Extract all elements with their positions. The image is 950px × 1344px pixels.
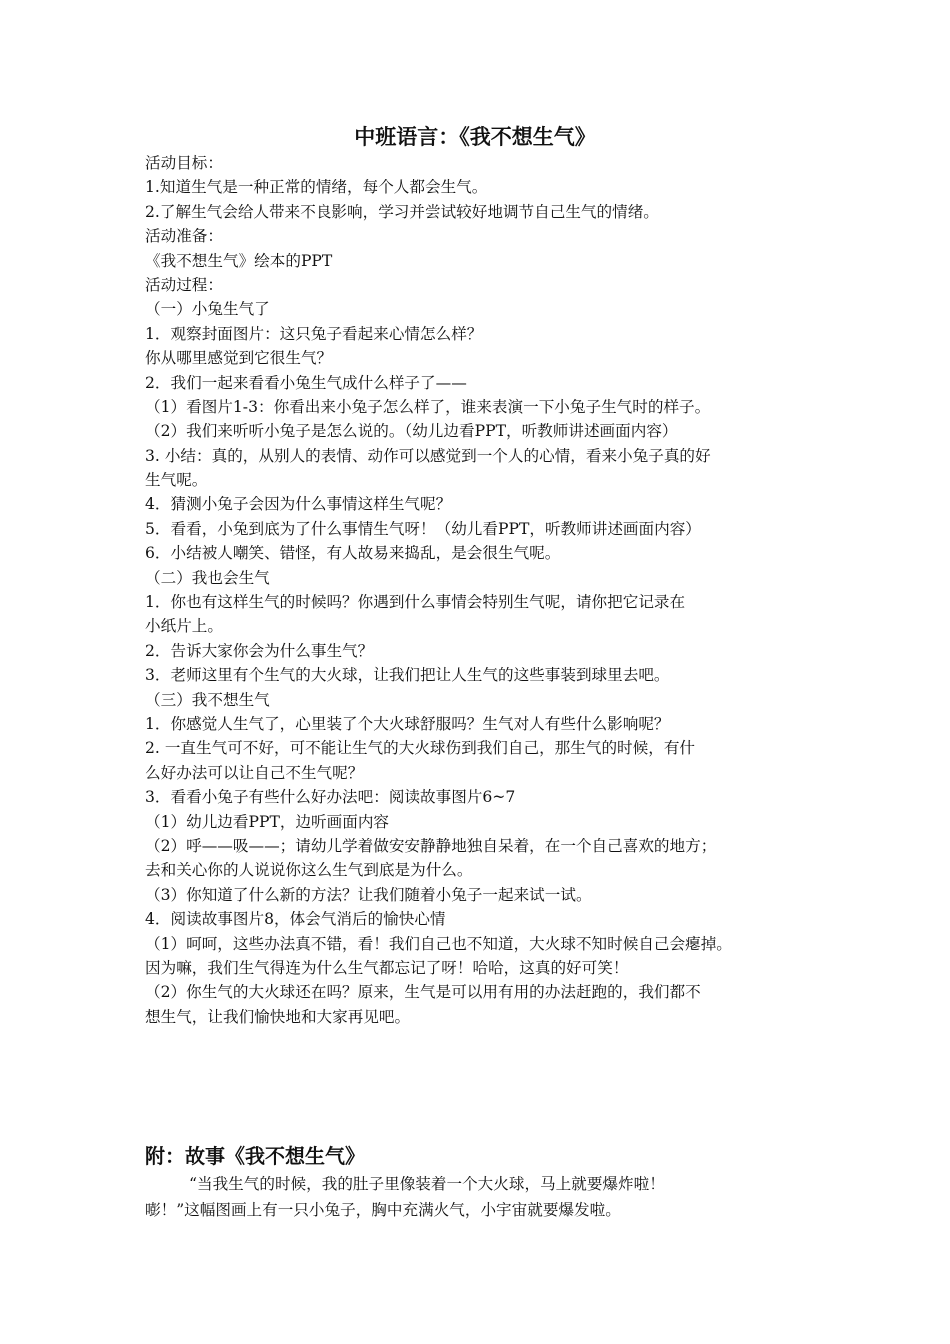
text-line: 5．看看，小兔到底为了什么事情生气呀！（幼儿看PPT，听教师讲述画面内容） <box>145 519 701 538</box>
preparation-item: 《我不想生气》绘本的PPT <box>145 251 333 270</box>
goal-2: 2.了解生气会给人带来不良影响，学习并尝试较好地调节自己生气的情绪。 <box>145 202 659 221</box>
appendix-section <box>145 1141 825 1223</box>
text-line: 3．老师这里有个生气的大火球，让我们把让人生气的这些事装到球里去吧。 <box>145 666 670 685</box>
section-heading-goals: 活动目标： <box>145 154 223 172</box>
text-line: （3）你知道了什么新的方法？让我们随着小兔子一起来试一试。 <box>145 885 592 904</box>
text-line: 去和关心你的人说说你这么生气到底是为什么。 <box>145 861 473 880</box>
text-line: 1．你也有这样生气的时候吗？你遇到什么事情会特别生气呢，请你把它记录在 <box>145 593 686 612</box>
text-line: （2）呼——吸——；请幼儿学着做安安静静地独自呆着，在一个自己喜欢的地方； <box>145 836 717 855</box>
text-line: 2．告诉大家你会为什么事生气？ <box>145 641 374 660</box>
story-line: 嘭！”这幅图画上有一只小兔子，胸中充满火气，小宇宙就要爆发啦。 <box>145 1201 621 1219</box>
text-line: 1．你感觉人生气了，心里装了个大火球舒服吗？生气对人有些什么影响呢？ <box>145 714 670 733</box>
part-three-heading: （三）我不想生气 <box>145 690 270 709</box>
part-one-heading: （一）小兔生气了 <box>145 300 270 319</box>
text-line: 小纸片上。 <box>145 617 223 636</box>
text-line: 生气呢。 <box>145 471 208 490</box>
text-line: 1．观察封面图片：这只兔子看起来心情怎么样？ <box>145 324 483 343</box>
text-line: 因为嘛，我们生气得连为什么生气都忘记了呀！哈哈，这真的好可笑！ <box>145 958 629 977</box>
story-text <box>145 1171 825 1223</box>
section-heading-process: 活动过程： <box>145 275 223 294</box>
text-line: 2. 一直生气可不好，可不能让生气的大火球伤到我们自己，那生气的时候，有什 <box>145 739 696 758</box>
goal-1: 1.知道生气是一种正常的情绪，每个人都会生气。 <box>145 178 488 197</box>
text-line: （1）看图片1-3：你看出来小兔子怎么样了，谁来表演一下小兔子生气时的样子。 <box>145 397 711 416</box>
story-line: “当我生气的时候，我的肚子里像装着一个大火球，马上就要爆炸啦！ <box>189 1175 665 1193</box>
text-line: 想生气，让我们愉快地和大家再见吧。 <box>145 1007 411 1026</box>
text-line: 么好办法可以让自己不生气呢？ <box>145 763 364 782</box>
text-line: 3. 小结：真的，从别人的表情、动作可以感觉到一个人的心情，看来小兔子真的好 <box>145 446 711 465</box>
text-line: （2）我们来听听小兔子是怎么说的。（幼儿边看PPT，听教师讲述画面内容） <box>145 422 678 441</box>
document-title: 中班语言：《我不想生气》 <box>354 124 596 149</box>
section-heading-preparation: 活动准备： <box>145 227 223 246</box>
appendix-title: 附：故事《我不想生气》 <box>145 1144 365 1168</box>
text-line: 3．看看小兔子有些什么好办法吧：阅读故事图片6~7 <box>145 788 516 807</box>
text-line: 4．阅读故事图片8，体会气消后的愉快心情 <box>145 910 446 929</box>
text-line: （2）你生气的大火球还在吗？原来，生气是可以用有用的办法赶跑的，我们都不 <box>145 983 701 1002</box>
part-two-heading: （二）我也会生气 <box>145 568 270 587</box>
text-line: 4．猜测小兔子会因为什么事情这样生气呢？ <box>145 495 452 514</box>
lesson-body <box>145 151 825 1029</box>
text-line: 你从哪里感觉到它很生气？ <box>145 349 333 368</box>
text-line: 6．小结被人嘲笑、错怪，有人故易来捣乱，是会很生气呢。 <box>145 544 561 563</box>
text-line: （1）幼儿边看PPT，边听画面内容 <box>145 812 390 831</box>
text-line: 2．我们一起来看看小兔生气成什么样子了—— <box>145 373 467 392</box>
text-line: （1）呵呵，这些办法真不错，看！我们自己也不知道，大火球不知时候自己会瘪掉。 <box>145 934 732 953</box>
